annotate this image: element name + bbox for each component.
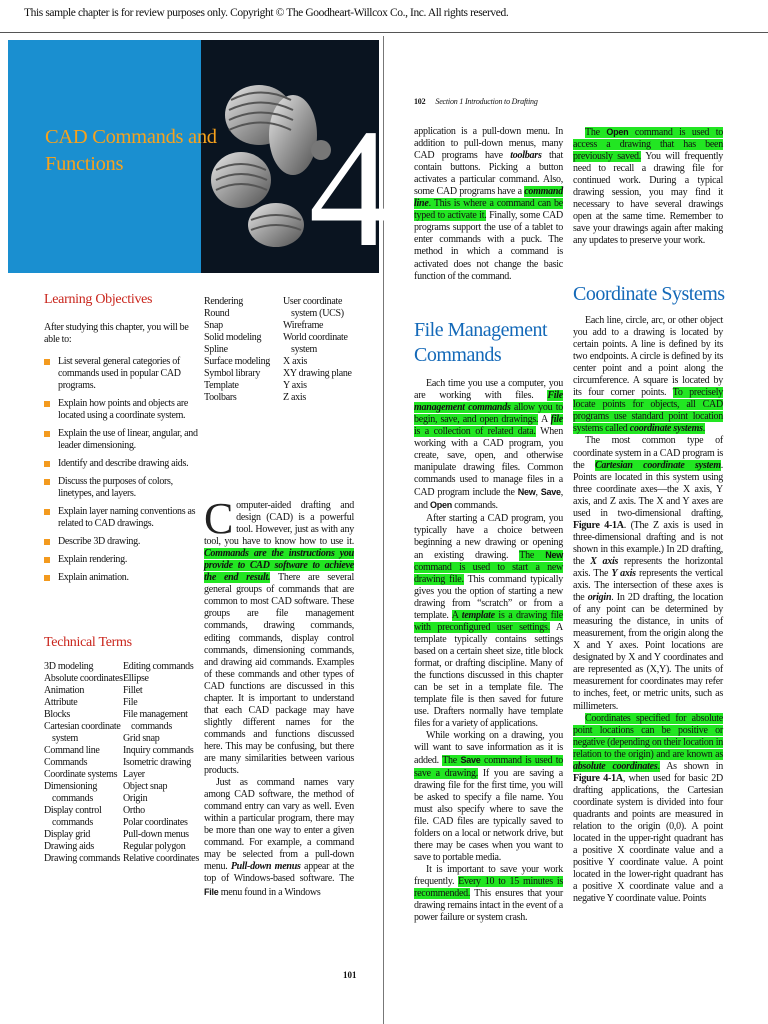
intro-paragraphs xyxy=(204,494,354,899)
right-column-1-body xyxy=(414,378,563,924)
section-heading-file-management: File Management Commands xyxy=(414,319,548,366)
page-top-border xyxy=(0,32,768,33)
term: commands xyxy=(131,721,172,732)
terms-column-4 xyxy=(283,296,373,404)
term: Drawing aids xyxy=(44,841,94,852)
term: Rendering xyxy=(204,296,243,307)
copyright-notice: This sample chapter is for review purposes only. Copyright © The Goodheart-Willcox Co., Inc. All rights reserved. xyxy=(24,7,509,19)
list-item: Discuss the purposes of colors, linetypes, and layers. xyxy=(44,476,199,500)
term: Grid snap xyxy=(123,733,160,744)
term: Display grid xyxy=(44,829,91,840)
term: Y axis xyxy=(283,380,307,391)
list-item: Describe 3D drawing. xyxy=(44,536,199,548)
term: Round xyxy=(204,308,230,319)
chapter-title-line2: Functions xyxy=(45,153,124,175)
paragraph: After starting a CAD program, you typically have a choice between beginning a new drawing or opening an existing drawing. The New command is used to start a new drawing file. This command typically gives you the option of starting a new drawing from “scratch” or from a template. A template is a drawing file with preconfigured user settings. A template typically contains settings based on a certain sheet size, title block format, or drafting discipline. Many of the functions discussed in this chapter can be set in a template file. The template file is then saved for future use. Drafters normally have template files for a variety of applications. xyxy=(414,512,563,730)
chapter-title-line1: CAD Commands and xyxy=(45,126,217,148)
objectives-intro: After studying this chapter, you will be able to: xyxy=(44,322,189,345)
left-page-number: 101 xyxy=(343,970,357,980)
chapter-number: 4 xyxy=(308,94,394,282)
list-item: Identify and describe drawing aids. xyxy=(44,458,199,470)
list-item: List several general categories of commands used in popular CAD programs. xyxy=(44,356,199,392)
term: Symbol library xyxy=(204,368,261,379)
term: Z axis xyxy=(283,392,306,403)
running-header xyxy=(414,97,538,106)
paragraph: The most common type of coordinate system in a CAD program is the Cartesian coordinate system. Points are located in this system using three coordinate axes—the X axis, Y axis, and Z axis. The X and Y axes are used in two-dimensional drafting, Figure 4-1A. (The Z axis is used in three-dimensional drafting and is not shown in this example.) In 2D drafting, the X axis represents the horizontal axis. The Y axis represents the vertical axis. The intersection of these axes is the origin. In 2D drafting, the location of any point can be determined by measuring the distance, in units of measurement, from the origin along the X and Y axes. Point locations are designated by X and Y coordinates and are represented as (X,Y). The units of measurement for coordinates may refer to inches, feet, or metric units, such as millimeters. xyxy=(573,435,724,712)
term: Attribute xyxy=(44,697,78,708)
learning-objectives-heading: Learning Objectives xyxy=(44,292,153,307)
term: Cartesian coordinate xyxy=(44,721,121,732)
term: File management xyxy=(123,709,188,720)
right-column-2-top xyxy=(573,126,723,247)
term: Layer xyxy=(123,769,145,780)
learning-objectives xyxy=(44,292,199,584)
engine-illustration xyxy=(201,40,394,282)
paragraph: Coordinates specified for absolute point locations can be positive or negative (depending on their location in relation to the origin) and are known as absolute coordinates. As shown in Figure 4-1A, when used for basic 2D drafting applications, the Cartesian coordinate system is divided into four quadrants and points are measured in relation to the origin (0,0). A point located in the upper-right quadrant has a positive X coordinate value and a positive Y coordinate value. A point located in the lower-right quadrant has a positive X coordinate value and a negative Y coordinate value. Points xyxy=(573,712,724,905)
term: Drawing commands xyxy=(44,853,121,864)
term: X axis xyxy=(283,356,308,367)
term: Solid modeling xyxy=(204,332,262,343)
terms-continued xyxy=(204,296,373,404)
term: Spline xyxy=(204,344,228,355)
list-item: Explain animation. xyxy=(44,572,199,584)
list-item: Explain layer naming conventions as related to CAD drawings. xyxy=(44,506,199,530)
term: Commands xyxy=(44,757,88,768)
terms-column-3 xyxy=(204,296,283,404)
term: system xyxy=(291,344,317,355)
paragraph: The Open command is used to access a drawing that has been previously saved. You will frequently need to recall a drawing file for continued work. During a typical drawing session, you may find it necessary to have several drawings open at the same time. Remember to save your drawings again after making any updates to preserve your work. xyxy=(573,127,723,247)
term: Editing commands xyxy=(123,661,194,672)
term: XY drawing plane xyxy=(283,368,352,379)
objectives-list xyxy=(44,356,199,584)
term: Display control xyxy=(44,805,102,816)
term: Animation xyxy=(44,685,85,696)
terms-column-2 xyxy=(123,661,203,865)
term: Coordinate systems xyxy=(44,769,118,780)
term: system (UCS) xyxy=(291,308,344,319)
list-item: Explain how points and objects are located using a coordinate system. xyxy=(44,398,199,422)
term: system xyxy=(52,733,78,744)
intro-paragraph: Just as command names vary among CAD software, the method of command entry can vary as well. Even within a particular program, there may be more than one way to enter a given command. For example, a command may be selected from a pull-down menu. Pull-down menus appear at the top of Windows-based software. The File menu found in a Windows xyxy=(204,777,354,898)
paragraph: application is a pull-down menu. In addition to pull-down menus, many CAD programs have toolbars that contain buttons. Picking a button activates a particular command. Also, some CAD programs have a command line. This is where a command can be typed to activate it. Finally, some CAD programs support the use of a tablet to enter commands with a puck. The method in which a command is activated does not change the basic function of the command. xyxy=(414,126,563,282)
term: Relative coordinates xyxy=(123,853,199,864)
chapter-title xyxy=(45,124,217,178)
term: 3D modeling xyxy=(44,661,94,672)
term: Surface modeling xyxy=(204,356,271,367)
term: Inquiry commands xyxy=(123,745,194,756)
term: Template xyxy=(204,380,239,391)
paragraph: While working on a drawing, you will want to save information as it is added. The Save command is used to save a drawing. If you are saving a drawing file for the first time, you will be asked to specify a file name. You must also specify where to save the file. CAD files are typically saved to folders on a local or network drive, but there may be cases when you want to save to portable media. xyxy=(414,730,563,863)
term: Wireframe xyxy=(283,320,324,331)
technical-terms-heading: Technical Terms xyxy=(44,635,132,650)
section-heading-coordinate-systems: Coordinate Systems xyxy=(573,283,725,305)
term: Dimensioning xyxy=(44,781,98,792)
term: Snap xyxy=(204,320,223,331)
term: Origin xyxy=(123,793,148,804)
term: Command line xyxy=(44,745,100,756)
term: commands xyxy=(52,817,93,828)
section-title: Section 1 Introduction to Drafting xyxy=(435,97,538,106)
paragraph: It is important to save your work frequently. Every 10 to 15 minutes is recommended. This ensures that your drawing remains intact in the event of a power failure or system crash. xyxy=(414,863,563,924)
term: Isometric drawing xyxy=(123,757,191,768)
term: Polar coordinates xyxy=(123,817,188,828)
term: User coordinate xyxy=(283,296,343,307)
technical-terms xyxy=(44,635,204,865)
intro-paragraph: Computer-aided drafting and design (CAD) is a powerful tool. However, just as with any tool, you have to know how to use it. Commands are the instructions you provide to CAD software to achieve the end result. There are several general groups of commands that are common to most CAD software. These groups are file management commands, drawing commands, editing commands, display control commands, dimensioning commands, and drawing aid commands. Examples of these commands and other types of CAD functions are discussed in this chapter. It is important to understand that each CAD package may have slightly different names for the commands and functions discussed here. This may be confusing, but there are many similarities between various products. xyxy=(204,494,354,777)
list-item: Explain rendering. xyxy=(44,554,199,566)
chapter-banner xyxy=(8,40,394,282)
term: Pull-down menus xyxy=(123,829,189,840)
terms-column-1 xyxy=(44,661,123,865)
term: Object snap xyxy=(123,781,168,792)
right-column-2-body xyxy=(573,315,723,905)
paragraph: Each line, circle, arc, or other object you add to a drawing is located by certain points. A line is defined by its two endpoints. A circle is defined by its center point and a point along the circumference. A square is located by its four corner points. To precisely locate points for objects, all CAD programs use standard point location systems called coordinate systems. xyxy=(573,315,723,435)
term: Absolute coordinates xyxy=(44,673,123,684)
paragraph: Each time you use a computer, you are working with files. File management commands allow you to begin, save, and open drawings. A file is a collection of related data. When working with a CAD program, you create, save, open, and otherwise manipulate drawing files. Common commands used to manage files in a CAD program include the New, Save, and Open commands. xyxy=(414,378,564,512)
right-page-number: 102 xyxy=(414,97,426,106)
right-column-1-top xyxy=(414,126,563,283)
term: File xyxy=(123,697,138,708)
term: Fillet xyxy=(123,685,143,696)
term: Blocks xyxy=(44,709,70,720)
term: commands xyxy=(52,793,93,804)
term: World coordinate xyxy=(283,332,348,343)
term: Ellipse xyxy=(123,673,149,684)
term: Ortho xyxy=(123,805,145,816)
term: Toolbars xyxy=(204,392,237,403)
list-item: Explain the use of linear, angular, and leader dimensioning. xyxy=(44,428,199,452)
term: Regular polygon xyxy=(123,841,186,852)
